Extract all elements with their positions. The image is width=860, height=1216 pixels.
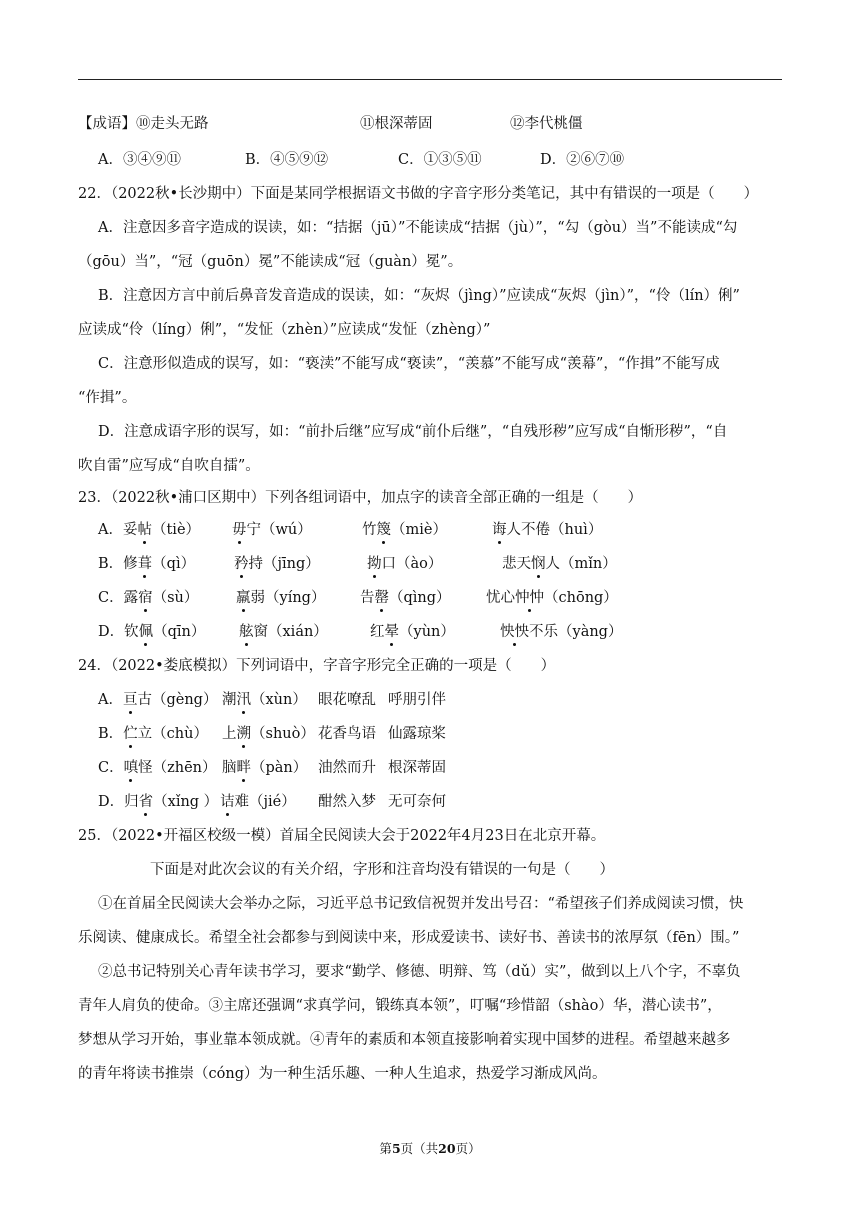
idiom-item-11: ⑪根深蒂固 (360, 116, 433, 132)
dotted-char: 帖 (137, 522, 152, 538)
q25-passage-line-4: 青年人肩负的使命。③主席还强调“求真学问，锻练真本领”，叮嘱“珍惜韶（shào）华，潜心读书”， (78, 998, 722, 1014)
dotted-char: 佩 (138, 624, 154, 640)
q24-option-d[interactable]: D．归省（xǐng ） (98, 794, 219, 810)
q23-option-c[interactable]: C．露宿（sù） (98, 590, 199, 606)
dotted-char: 拗 (367, 556, 382, 572)
q22-option-d-cont: 吹自雷”应写成“自吹自擂”。 (78, 458, 260, 474)
q25-passage-line-1: ①在首届全民阅读大会举办之际，习近平总书记致信祝贺并发出号召：“希望孩子们养成阅读习惯，快 (98, 896, 744, 912)
dotted-char: 省 (138, 794, 154, 810)
dotted-char: 畔 (236, 760, 251, 776)
q24-option-c[interactable]: C．嗔怪（zhēn） (98, 760, 217, 776)
header-rule (78, 79, 782, 80)
dotted-char: 怏怏 (500, 624, 529, 640)
q25-passage-line-2: 乐阅读、健康成长。希望全社会都参与到阅读中来，形成爱读书、读好书、善读书的浓厚氛（fēn）围。” (78, 930, 740, 946)
q22-option-b[interactable]: B．注意因方言中前后鼻音发音造成的误读，如：“灰烬（jìng）”应读成“灰烬（jìn）”，“伶（lín）俐” (98, 288, 740, 304)
current-page: 5 (391, 1141, 401, 1156)
q24-option-b[interactable]: B．伫立（chù） (98, 726, 208, 742)
q23-option-d-word4: 怏怏不乐（yàng） (500, 624, 623, 640)
q25-passage-line-3: ②总书记特别关心青年读书学习，要求“勤学、修德、明辩、笃（dǔ）实”，做到以上八个字，不辜负 (98, 964, 741, 980)
q24-option-c-word2: 脑畔（pàn） (222, 760, 308, 776)
dotted-char: 溯 (236, 726, 251, 742)
q25-subprompt: 下面是对此次会议的有关介绍，字形和注音均没有错误的一句是（ ） (150, 862, 614, 878)
q24-option-c-word4: 根深蒂固 (388, 760, 446, 776)
dotted-char: 罄 (374, 590, 389, 606)
q23-option-a-word3: 竹篾（miè） (362, 522, 447, 538)
q24-option-a-word2: 潮汛（xùn） (222, 692, 307, 708)
q22-option-d[interactable]: D．注意成语字形的误写，如：“前扑后继”应写成“前仆后继”，“自残形秽”应写成“自惭形秽”，“自 (98, 424, 728, 440)
q24-option-d-word2: 诘难（jié） (220, 794, 296, 810)
q21-option-b[interactable]: B．④⑤⑨⑫ (245, 152, 329, 168)
dotted-char: 忡忡 (515, 590, 544, 606)
dotted-char: 毋 (232, 522, 247, 538)
q21-option-a[interactable]: A．③④⑨⑪ (98, 152, 181, 168)
q23-option-c-word4: 忧心忡忡（chōng） (486, 590, 618, 606)
dotted-char: 诘 (220, 794, 235, 810)
idiom-item-12: ⑫李代桃僵 (510, 116, 583, 132)
dotted-char: 篾 (376, 522, 391, 538)
q22-option-b-cont: 应读成“伶（líng）俐”，“发怔（zhèn）”应读成“发怔（zhèng）” (78, 322, 491, 338)
q22-option-c[interactable]: C．注意形似造成的误写，如：“亵渎”不能写成“亵读”，“羡慕”不能写成“羡幕”，“作揖”不能写成 (98, 356, 720, 372)
q24-option-d-word3: 酣然入梦 (318, 794, 376, 810)
q25-passage-line-6: 的青年将读书推崇（cóng）为一种生活乐趣、一种人生追求，热爱学习渐成风尚。 (78, 1066, 607, 1082)
q23-option-a-word2: 毋宁（wú） (232, 522, 312, 538)
dotted-char: 亘 (122, 692, 138, 708)
q22-option-a[interactable]: A．注意因多音字造成的误读，如：“拮据（jū）”不能读成“拮据（jù）”，“勾（gòu）当”不能读成“勾 (98, 220, 738, 236)
dotted-char: 宿 (138, 590, 153, 606)
q23-option-c-word2: 羸弱（yíng） (236, 590, 326, 606)
page-footer: 第5页（共20页） (379, 1141, 481, 1156)
q24-option-a-word4: 呼朋引伴 (388, 692, 446, 708)
q22-option-a-cont: （gōu）当”，“冠（guōn）冕”不能读成“冠（guàn）冕”。 (78, 254, 463, 270)
dotted-char: 伫 (123, 726, 138, 742)
q24-option-c-word3: 油然而升 (318, 760, 376, 776)
q24-option-d-word4: 无可奈何 (388, 794, 446, 810)
q21-option-c[interactable]: C．①③⑤⑪ (398, 152, 482, 168)
q23-option-a-word4: 诲人不倦（huì） (492, 522, 603, 538)
q23-stem: 23．（2022秋•浦口区期中）下列各组词语中，加点字的读音全部正确的一组是（ ） (78, 490, 643, 506)
dotted-char: 舷 (239, 624, 254, 640)
dotted-char: 嗔 (123, 760, 139, 776)
q24-option-b-word2: 上溯（shuò） (222, 726, 315, 742)
dotted-char: 矜 (234, 556, 249, 572)
q22-option-c-cont: “作揖”。 (78, 390, 137, 406)
q24-option-b-word3: 花香鸟语 (318, 726, 376, 742)
dotted-char: 悯 (531, 556, 546, 572)
q24-stem: 24．（2022•娄底模拟）下列词语中，字音字形完全正确的一项是（ ） (78, 658, 556, 674)
q22-stem: 22．（2022秋•长沙期中）下面是某同学根据语文书做的字音字形分类笔记，其中有错误的一项是（ ） (78, 186, 759, 202)
dotted-char: 诲 (492, 522, 507, 538)
dotted-char: 葺 (137, 556, 153, 572)
q24-option-a[interactable]: A．亘古（gèng） (98, 692, 218, 708)
q23-option-a[interactable]: A．妥帖（tiè） (98, 522, 201, 538)
q23-option-b-word3: 拗口（ào） (367, 556, 443, 572)
dotted-char: 晕 (384, 624, 399, 640)
q24-option-b-word4: 仙露琼桨 (388, 726, 446, 742)
total-pages: 20 (438, 1141, 456, 1156)
dotted-char: 汛 (236, 692, 251, 708)
idiom-label: 【成语】⑩走头无路 (78, 116, 209, 132)
q24-option-a-word3: 眼花嘹乱 (318, 692, 376, 708)
q23-option-c-word3: 告罄（qìng） (360, 590, 451, 606)
q23-option-b[interactable]: B．修葺（qì） (98, 556, 196, 572)
q23-option-b-word2: 矜持（jīng） (234, 556, 320, 572)
q23-option-d-word2: 舷窗（xián） (239, 624, 328, 640)
q25-stem: 25．（2022•开福区校级一模）首届全民阅读大会于2022年4月23日在北京开幕。 (78, 828, 606, 844)
q21-option-d[interactable]: D．②⑥⑦⑩ (540, 152, 625, 168)
q23-option-d-word3: 红晕（yùn） (370, 624, 455, 640)
dotted-char: 羸 (236, 590, 251, 606)
q23-option-d[interactable]: D．钦佩（qīn） (98, 624, 206, 640)
q23-option-b-word4: 悲天悯人（mǐn） (502, 556, 617, 572)
q25-passage-line-5: 梦想从学习开始，事业靠本领成就。④青年的素质和本领直接影响着实现中国梦的进程。希望越来越多 (78, 1032, 731, 1048)
